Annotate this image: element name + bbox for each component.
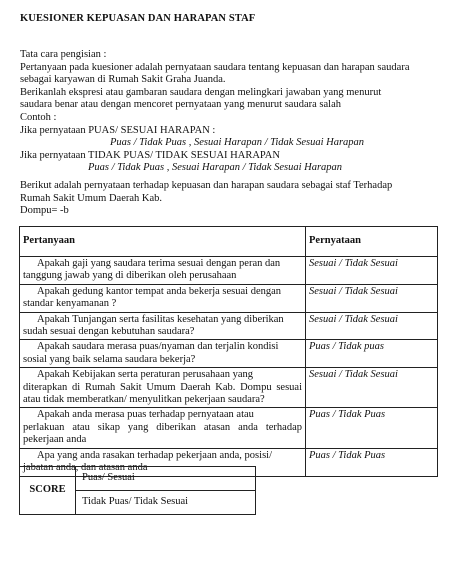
answer-option[interactable]: Puas / Tidak Puas xyxy=(306,408,438,448)
contoh-label: Contoh : xyxy=(20,111,57,123)
question-text: diterapkan di Rumah Sakit Umum Daerah Kab. Dompu sesuai atau tidak memberatkan/ menyulitkan pekerjaan saudara? xyxy=(23,381,302,406)
answer-option[interactable]: Sesuai / Tidak Sesuai xyxy=(306,257,438,285)
question-text: Apakah gedung kantor tempat anda bekerja sesuai dengan xyxy=(37,285,282,297)
question-text: Apakah Kebijakan serta peraturan perusahaan yang xyxy=(37,369,254,381)
score-option-unsatisfied: Tidak Puas/ Tidak Sesuai xyxy=(76,491,256,515)
score-table xyxy=(19,466,256,515)
answer-option[interactable]: Puas / Tidak Puas xyxy=(306,448,438,476)
questionnaire-table xyxy=(19,226,438,477)
example2-answer: Puas / Tidak Puas , Sesuai Harapan / Tidak Sesuai Harapan xyxy=(88,162,343,174)
question-text: Apakah gaji yang saudara terima sesuai dengan peran dan xyxy=(37,258,281,269)
table-row xyxy=(20,408,438,448)
question-text: standar kenyamanan ? xyxy=(23,298,117,310)
example1-answer: Puas / Tidak Puas , Sesuai Harapan / Tidak Sesuai Harapan xyxy=(110,137,365,149)
instructions-line: saudara benar atau dengan mencoret pernyataan yang menurut saudara salah xyxy=(20,99,341,111)
table-row xyxy=(20,340,438,368)
lead-line: Rumah Sakit Umum Daerah Kab. xyxy=(20,192,163,204)
instructions-section xyxy=(20,49,450,175)
score-row xyxy=(20,467,256,491)
answer-option[interactable]: Puas / Tidak puas xyxy=(306,340,438,368)
table-row xyxy=(20,312,438,340)
instructions-line: Berikanlah ekspresi atau gambaran saudara dengan melingkari jawaban yang menurut xyxy=(20,86,382,98)
question-cell xyxy=(20,408,306,448)
question-text: sudah sesuai dengan kebutuhan saudara? xyxy=(23,326,195,338)
question-text: Apakah anda merasa puas terhadap pernyataan atau xyxy=(37,409,254,421)
answer-option[interactable]: Sesuai / Tidak Sesuai xyxy=(306,312,438,340)
table-row xyxy=(20,368,438,408)
question-text: Apa yang anda rasakan terhadap pekerjaan anda, posisi/ xyxy=(37,449,272,461)
table-row xyxy=(20,257,438,285)
question-text: Apakah Tunjangan serta fasilitas kesehatan yang diberikan xyxy=(37,313,284,325)
question-cell xyxy=(20,340,306,368)
instructions-line: sebagai karyawan di Rumah Sakit Graha Juanda. xyxy=(20,74,226,86)
column-header-statement: Pernyataan xyxy=(306,227,438,257)
score-option-satisfied: Puas/ Sesuai xyxy=(76,467,256,491)
document-title: KUESIONER KEPUASAN DAN HARAPAN STAF xyxy=(20,13,256,24)
instructions-heading: Tata cara pengisian : xyxy=(20,49,107,60)
question-text: sosial yang baik selama saudara bekerja? xyxy=(23,353,196,365)
question-cell xyxy=(20,284,306,312)
question-text: perlakuan atau sikap yang diberikan atasan anda terhadap pekerjaan anda xyxy=(23,421,302,446)
question-cell xyxy=(20,368,306,408)
instructions-line: Pertanyaan pada kuesioner adalah pernyataan saudara tentang kepuasan dan harapan saudara xyxy=(20,61,410,73)
question-cell xyxy=(20,257,306,285)
lead-line: Dompu= -b xyxy=(20,205,69,217)
lead-paragraph xyxy=(20,180,444,218)
example2-label: Jika pernyataan TIDAK PUAS/ TIDAK SESUAI HARAPAN xyxy=(20,149,280,161)
answer-option[interactable]: Sesuai / Tidak Sesuai xyxy=(306,368,438,408)
lead-line: Berikut adalah pernyataan terhadap kepuasan dan harapan saudara sebagai staf Terhadap xyxy=(20,180,393,191)
answer-option[interactable]: Sesuai / Tidak Sesuai xyxy=(306,284,438,312)
column-header-question: Pertanyaan xyxy=(20,227,306,257)
example1-label: Jika pernyataan PUAS/ SESUAI HARAPAN : xyxy=(20,124,216,136)
table-row xyxy=(20,284,438,312)
table-header-row xyxy=(20,227,438,257)
question-text: tanggung jawab yang di diberikan oleh perusahaan xyxy=(23,270,237,282)
score-label: SCORE xyxy=(20,467,76,515)
question-text: Apakah saudara merasa puas/nyaman dan terjalin kondisi xyxy=(37,341,279,353)
question-text: jabatan anda, dan atasan anda xyxy=(23,462,148,474)
question-cell xyxy=(20,312,306,340)
